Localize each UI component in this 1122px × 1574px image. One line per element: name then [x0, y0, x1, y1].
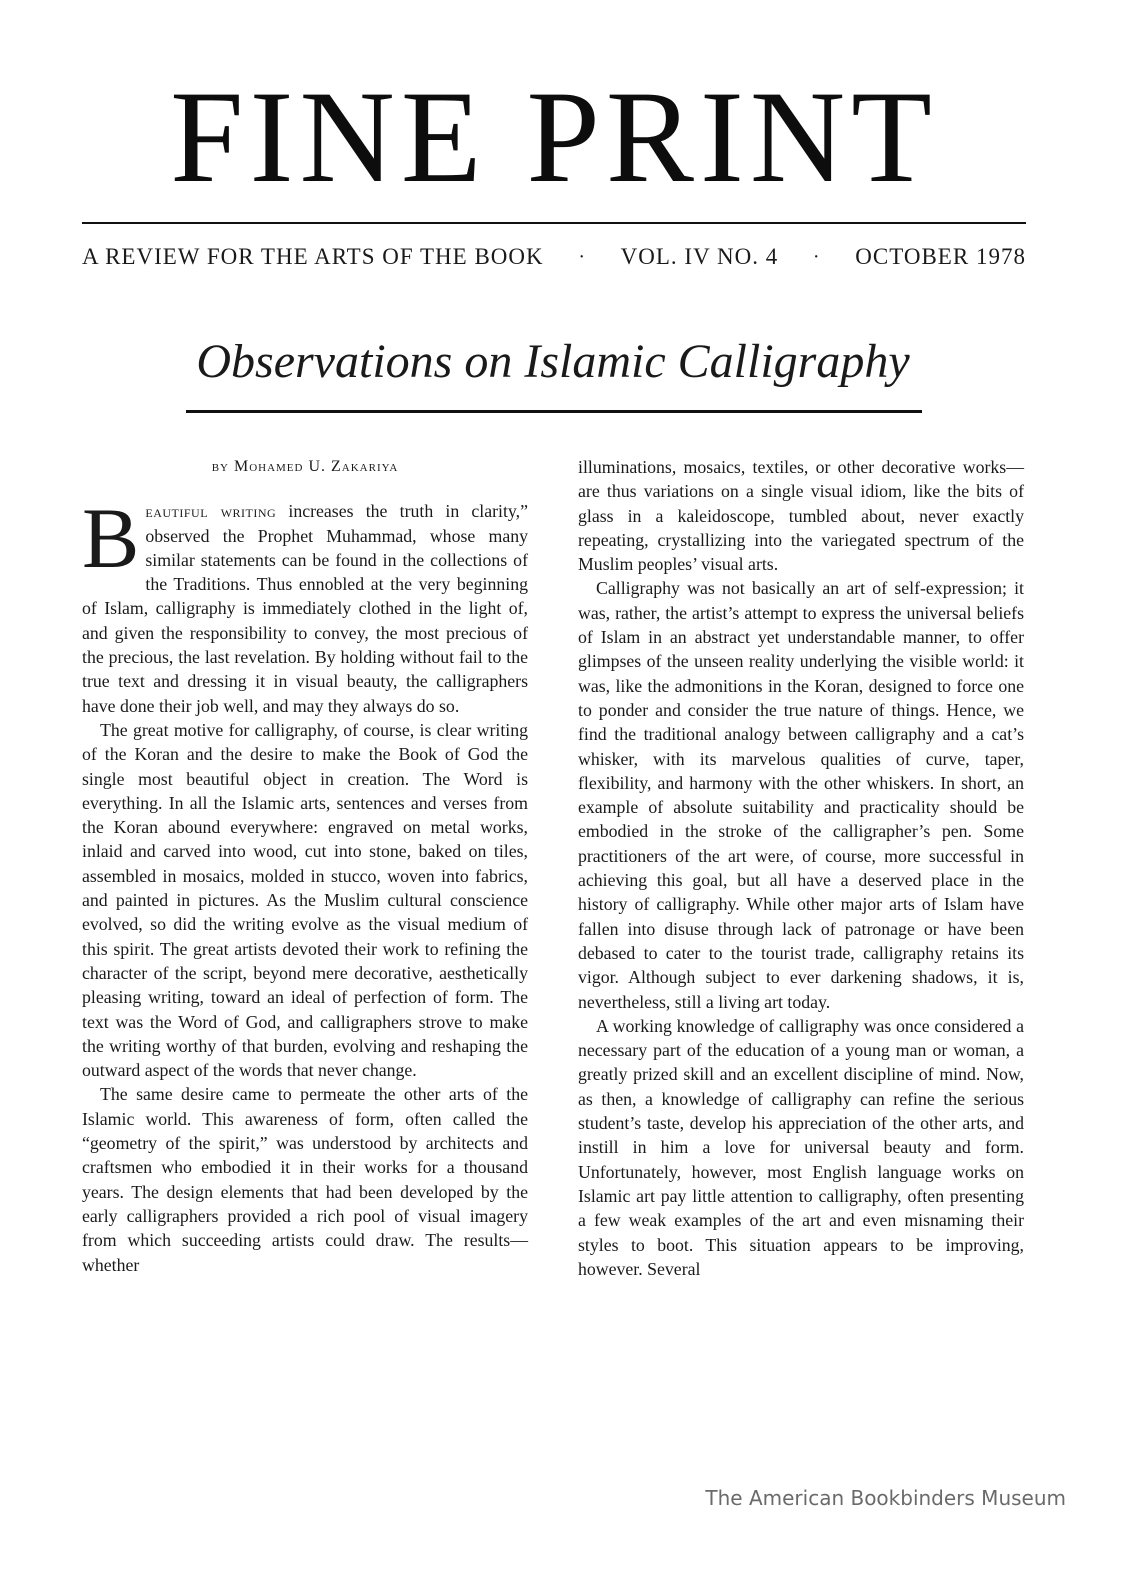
masthead-rule — [82, 222, 1026, 224]
separator-dot: · — [578, 245, 586, 268]
paragraph-1 — [82, 490, 528, 718]
separator-dot: · — [812, 245, 821, 268]
paragraph-2: The great motive for calligraphy, of course, is clear writing of the Koran and the desire to make the Book of God the single most beautiful object in creation. The Word is everything. In all the Islamic arts, sentences and verses from the Koran abound everywhere: engraved on metal works, inlaid and carved into wood, cut into stone, baked on tiles, assembled in mosaics, molded in stucco, woven into fabrics, and painted in pictures. As the Muslim cultural conscience evolved, so did the writing evolve as the visual medium of this spirit. The great artists devoted their work to refining the character of the script, beyond mere decorative, aesthetically pleasing writing, toward an ideal of perfection of form. The text was the Word of God, and calligraphers strove to make the writing worthy of that burden, evolving and reshaping the outward aspect of the words that never change. — [82, 719, 528, 1081]
issue-line — [82, 244, 1026, 270]
tagline: A REVIEW FOR THE ARTS OF THE BOOK — [82, 244, 544, 269]
lead-smallcaps: eautiful writing — [145, 501, 277, 522]
article-title: Observations on Islamic Calligraphy — [196, 335, 910, 388]
byline: by Mohamed U. Zakariya — [211, 458, 399, 475]
watermark-text: The American Bookbinders Museum — [705, 1486, 1066, 1510]
paragraph-4: Calligraphy was not basically an art of self-expression; it was, rather, the artist’s attempt to express the universal beliefs of Islam in an abstract yet understandable manner, to offer glimpses of the unseen reality underlying the visible world: it was, like the admonitions in the Koran, designed to force one to ponder and consider the true nature of things. Hence, we find the traditional analogy between calligraphy and a cat’s whisker, with its marvelous qualities of curve, taper, flexibility, and harmony with the other whiskers. In short, an example of absolute suitability and practicality should be embodied in the stroke of the calligrapher’s pen. Some practitioners of the art were, of course, more successful in achieving this goal, but all have a deserved place in the history of calligraphy. While other major arts of Islam have fallen into disuse through lack of patronage or have been debased to cater to the tourist trade, calligraphy retains its vigor. Although subject to ever darkening shadows, it is, nevertheless, still a living art today. — [578, 578, 1024, 1012]
masthead-title: FINE PRINT — [170, 63, 938, 210]
column-left — [82, 455, 528, 1277]
volume-number: VOL. IV NO. 4 — [620, 244, 779, 269]
paragraph-1-text: increases the truth in clarity,” observed the Prophet Muhammad, whose many similar statements can be found in the collections of the Traditions. Thus ennobled at the very beginning of Islam, calligraphy is immediately clothed in the light of, and given the responsibility to convey, the most precious of the precious, the last revelation. By holding without fail to the true text and dressing it in visual beauty, the calligraphers have done their job well, and may they always do so. — [82, 501, 528, 716]
paragraph-3-continued: illuminations, mosaics, textiles, or other decorative works—are thus variations on a single visual idiom, like the bits of glass in a kaleidoscope, tumbled about, never exactly repeating, crystallizing into the variegated spectrum of the Muslim peoples’ visual arts. — [578, 457, 1024, 575]
title-rule — [186, 410, 922, 413]
column-right — [578, 455, 1024, 1281]
drop-cap: B — [82, 490, 140, 587]
paragraph-3: The same desire came to permeate the other arts of the Islamic world. This awareness of form, often called the “geometry of the spirit,” was understood by architects and craftsmen who embodied it in their works for a thousand years. The design elements that had been developed by the early calligraphers provided a rich pool of visual imagery from which succeeding artists could draw. The results—whether — [82, 1084, 528, 1275]
issue-date: OCTOBER 1978 — [855, 244, 1026, 269]
paragraph-5: A working knowledge of calligraphy was once considered a necessary part of the education of a young man or woman, a greatly prized skill and an excellent discipline of mind. Now, as then, a knowledge of calligraphy can refine the serious student’s taste, develop his appreciation of the other arts, and instill in him a love for universal beauty and form. Unfortunately, however, most English language works on Islamic art pay little attention to calligraphy, often presenting a few weak examples of the art and even misnaming their styles to boot. This situation appears to be improving, however. Several — [578, 1015, 1024, 1279]
